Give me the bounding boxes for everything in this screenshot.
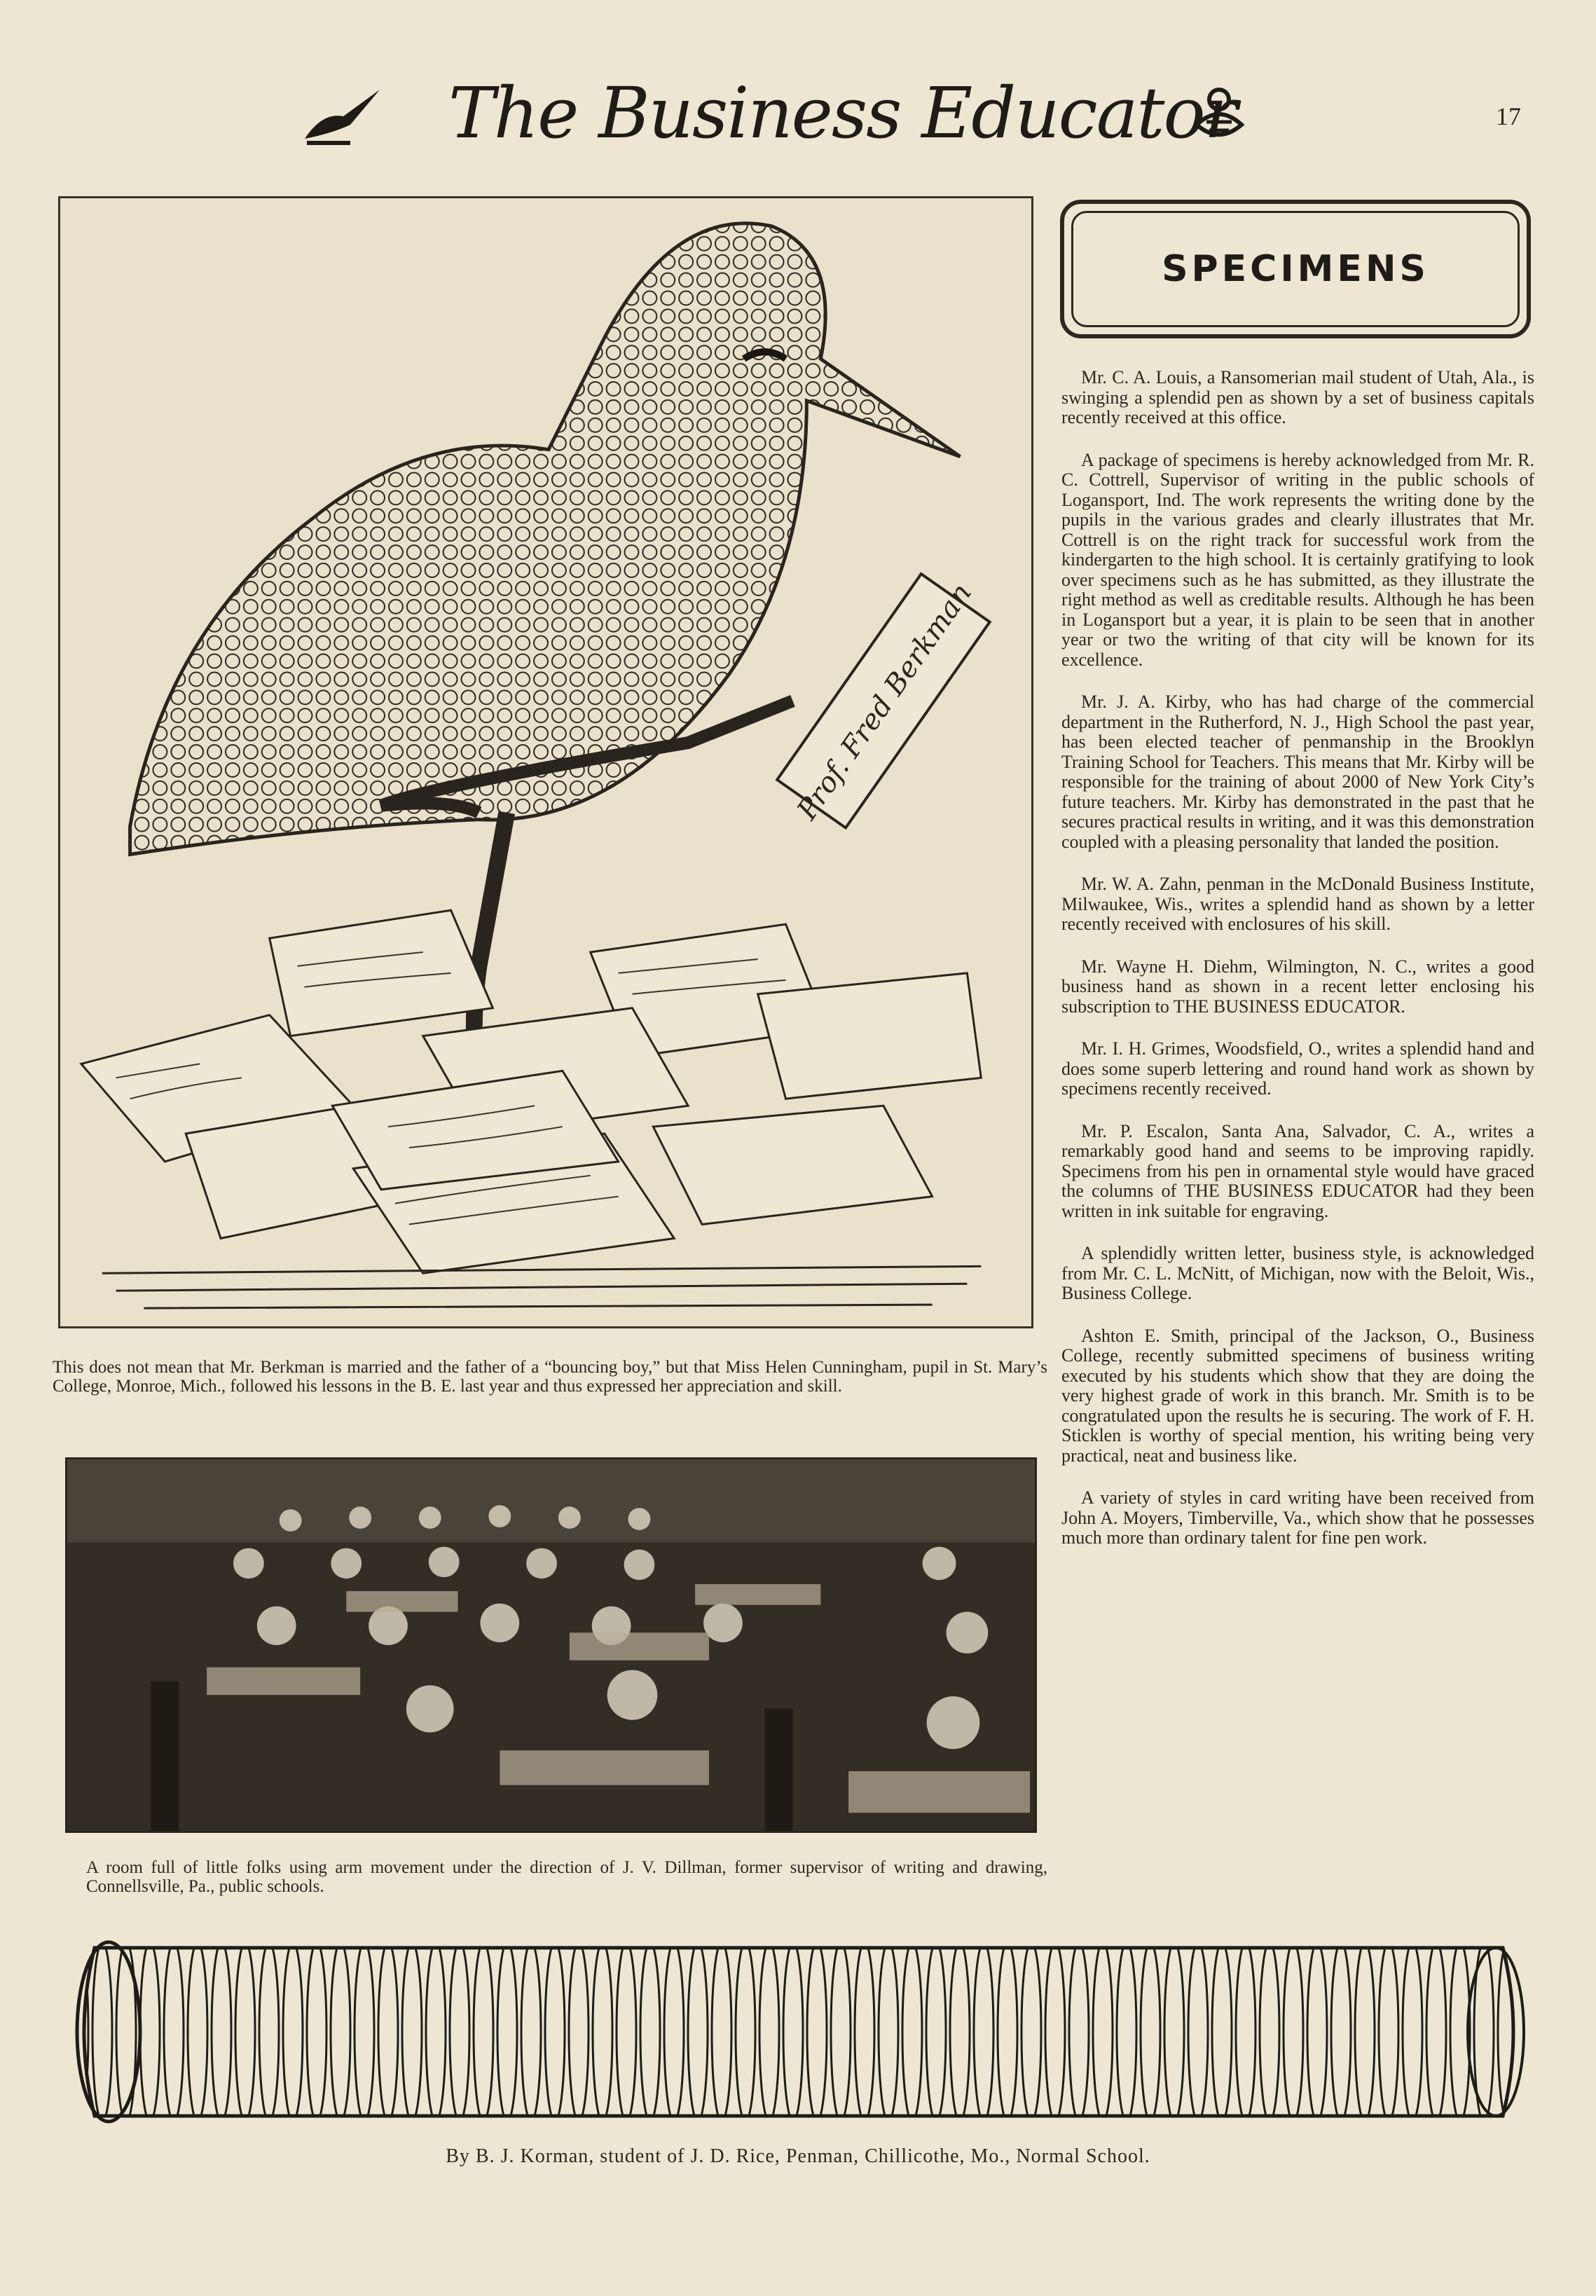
specimens-paragraph: A splendidly written letter, business style, is acknowledged from Mr. C. L. McNitt, of Michigan, now with the Beloit, Wis., Business College. (1061, 1243, 1534, 1303)
card-text: Prof. Fred Berkman (790, 577, 979, 826)
pen-drawing-bird-figure (58, 196, 1033, 1328)
classroom-photo-caption: A room full of little folks using arm movement under the direction of J. V. Dillman, former supervisor of writing and drawing, Connellsville, Pa., public schools. (86, 1858, 1047, 1896)
specimens-paragraph: Mr. J. A. Kirby, who has had charge of the commercial department in the Rutherford, N. J., High School the past year, has been elected teacher of penmanship in the Brooklyn Training School for Teachers. This means that Mr. Kirby will be responsible for the training of about 2000 of New York City’s future teachers. Mr. Kirby has demonstrated in the past that he secures practical results in writing, and it was this demonstration coupled with a pleasing personality that landed the position. (1061, 692, 1534, 852)
specimens-paragraph: Mr. W. A. Zahn, penman in the McDonald Business Institute, Milwaukee, Wis., writes a splendid hand as shown by a letter recently received with enclosures of his skill. (1061, 874, 1534, 934)
specimens-paragraph: Ashton E. Smith, principal of the Jackson, O., Business College, recently submitted specimens of business writing executed by his students which show that they are doing the very highest grade of work in this branch. Mr. Smith is to be congratulated upon the results he is securing. The work of F. H. Sticklen is worthy of special mention, his writing being very practical, neat and business like. (1061, 1325, 1534, 1466)
specimens-paragraph: Mr. Wayne H. Diehm, Wilmington, N. C., writes a good business hand as shown in a recent letter enclosing his subscription to THE BUSINESS EDUCATOR. (1061, 956, 1534, 1017)
ornament-icon (1191, 84, 1247, 147)
specimens-paragraph: A variety of styles in card writing have been received from John A. Moyers, Timberville, Va., which show that he possesses much more than ordinary talent for fine pen work. (1061, 1487, 1534, 1548)
footer-credit: By B. J. Korman, student of J. D. Rice, Penman, Chillicothe, Mo., Normal School. (446, 2145, 1150, 2167)
bird-figure-caption: This does not mean that Mr. Berkman is married and the father of a “bouncing boy,” but that Miss Helen Cunningham, pupil in St. Mary’s College, Monroe, Mich., followed his lessons in the B. E. last year and thus expressed her appreciation and skill. (53, 1358, 1047, 1396)
specimens-title: SPECIMENS (1162, 248, 1429, 290)
classroom-photo (65, 1457, 1037, 1833)
specimens-paragraph: Mr. P. Escalon, Santa Ana, Salvador, C. A., writes a remarkably good hand and seems to be improving rapidly. Specimens from his pen in ornamental style would have graced the columns of THE BUSINESS EDUCATOR had they been written in ink suitable for engraving. (1061, 1120, 1534, 1221)
quill-pen-icon (301, 84, 385, 147)
specimens-heading-box (1060, 200, 1531, 338)
specimens-column (1061, 368, 1534, 1571)
masthead-title: The Business Educator (448, 72, 1237, 154)
pen-flourish-scroll (67, 1934, 1531, 2130)
page-number: 17 (1496, 102, 1521, 130)
specimens-paragraph: Mr. I. H. Grimes, Woodsfield, O., writes a splendid hand and does some superb lettering and round hand work as shown by specimens recently received. (1061, 1038, 1534, 1099)
specimens-paragraph: Mr. C. A. Louis, a Ransomerian mail student of Utah, Ala., is swinging a splendid pen as shown by a set of business capitals recently received at this office. (1061, 367, 1534, 427)
specimens-paragraph: A package of specimens is hereby acknowledged from Mr. R. C. Cottrell, Supervisor of writing in the public schools of Logansport, Ind. The work represents the writing done by the pupils in the various grades and clearly illustrates that Mr. Cottrell is on the right track for successful work from the kindergarten to the high school. It is certainly gratifying to look over specimens such as he has submitted, as they illustrate the right method as well as creditable results. Although he has been in Logansport but a year, it is plain to be seen that in another year or two the writing of that city will be known for its excellence. (1061, 449, 1534, 670)
